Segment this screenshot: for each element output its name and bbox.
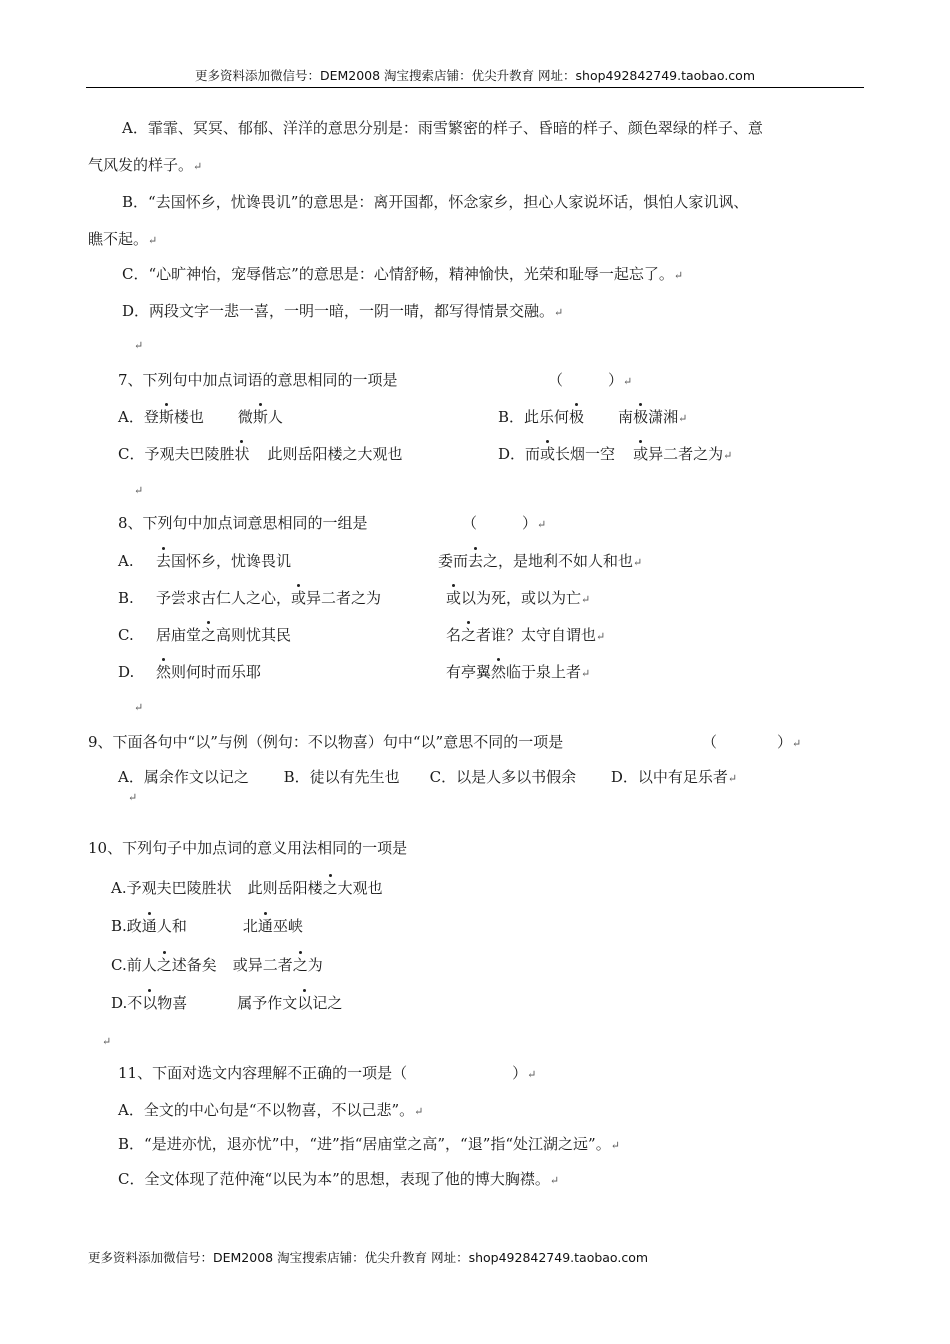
q10-option-a: A.予观夫巴陵胜状 此则岳阳楼之大观也: [111, 879, 383, 897]
q8-option-b-label: B.: [118, 589, 134, 607]
blank-mark: ↵: [134, 339, 144, 352]
q7-option-d: D．而或长烟一空 或异二者之为↵: [498, 445, 733, 463]
q6-option-b-line1: B．“去国怀乡，忧谗畏讥”的意思是：离开国都，怀念家乡，担心人家说坏话，惧怕人家讥讽、: [122, 193, 749, 211]
q6-option-a-line2: 气风发的样子。↵: [88, 156, 203, 174]
q8-option-c-right: 名之者谁？太守自谓也↵: [446, 626, 606, 644]
q10-stem: 10、下列句子中加点词的意义用法相同的一项是: [88, 839, 408, 857]
blank-mark: ↵: [128, 791, 138, 804]
q9-stem: 9、下面各句中“以”与例（例句：不以物喜）句中“以”意思不同的一项是: [88, 733, 564, 751]
q8-option-d-label: D.: [118, 663, 135, 681]
q6-option-d: D．两段文字一悲一喜，一明一暗，一阴一晴，都写得情景交融。↵: [122, 302, 564, 320]
q10-option-b: B.政通人和 北通巫峡: [111, 917, 303, 935]
q7-option-c: C．予观夫巴陵胜状 此则岳阳楼之大观也: [118, 445, 403, 463]
q8-option-d-right: 有亭翼然临于泉上者↵: [446, 663, 591, 681]
q11-option-a: A．全文的中心句是“不以物喜，不以己悲”。↵: [118, 1101, 424, 1119]
q8-option-a-left: 去国怀乡，忧谗畏讥: [156, 552, 292, 570]
q8-stem: 8、下列句中加点词意思相同的一组是: [118, 514, 368, 532]
q8-option-c-left: 居庙堂之高则忧其民: [156, 626, 292, 644]
blank-mark: ↵: [102, 1035, 112, 1048]
q7-answer-paren[interactable]: （ ）↵: [548, 371, 633, 389]
q8-answer-paren[interactable]: （ ）↵: [462, 514, 547, 532]
q6-option-a-line1: A．霏霏、冥冥、郁郁、洋洋的意思分别是：雨雪繁密的样子、昏暗的样子、颜色翠绿的样子、意: [122, 119, 763, 137]
blank-mark: ↵: [134, 701, 144, 714]
q8-option-b-left: 予尝求古仁人之心，或异二者之为: [156, 589, 382, 607]
q7-option-b: B．此乐何极 南极潇湘↵: [498, 408, 688, 426]
q10-option-d: D.不以物喜 属予作文以记之: [111, 994, 343, 1012]
q8-option-a-right: 委而去之，是地利不如人和也↵: [438, 552, 643, 570]
q7-option-a: A．登斯楼也 微斯人: [118, 408, 283, 426]
q6-option-c: C．“心旷神怡，宠辱偕忘”的意思是：心情舒畅，精神愉快，光荣和耻辱一起忘了。↵: [122, 265, 684, 283]
page-header: 更多资料添加微信号：DEM2008 淘宝搜索店铺：优尖升教育 网址：shop492842749.taobao.com: [194, 68, 756, 83]
q6-option-b-line2: 瞧不起。↵: [88, 230, 158, 248]
q9-answer-paren[interactable]: （ ）↵: [702, 733, 802, 751]
q8-option-c-label: C.: [118, 626, 134, 644]
q7-stem: 7、下列句中加点词语的意思相同的一项是: [118, 371, 398, 389]
header-rule: [86, 87, 864, 88]
q10-option-c: C.前人之述备矣 或异二者之为: [111, 956, 323, 974]
q11-option-c: C．全文体现了范仲淹“以民为本”的思想，表现了他的博大胸襟。↵: [118, 1170, 560, 1188]
page-footer: 更多资料添加微信号：DEM2008 淘宝搜索店铺：优尖升教育 网址：shop492842749.taobao.com: [88, 1250, 649, 1265]
q9-options: A．属余作文以记之 B．徒以有先生也 C．以是人多以书假余 D．以中有足乐者↵: [118, 768, 738, 786]
q8-option-a-label: A.: [118, 552, 134, 570]
q8-option-b-right: 或以为死，或以为亡↵: [446, 589, 591, 607]
q11-option-b: B．“是进亦忧，退亦忧”中，“进”指“居庙堂之高”，“退”指“处江湖之远”。↵: [118, 1135, 620, 1153]
q8-option-d-left: 然则何时而乐耶: [156, 663, 262, 681]
q11-stem: 11、下面对选文内容理解不正确的一项是（ ）↵: [118, 1064, 537, 1082]
blank-mark: ↵: [134, 484, 144, 497]
